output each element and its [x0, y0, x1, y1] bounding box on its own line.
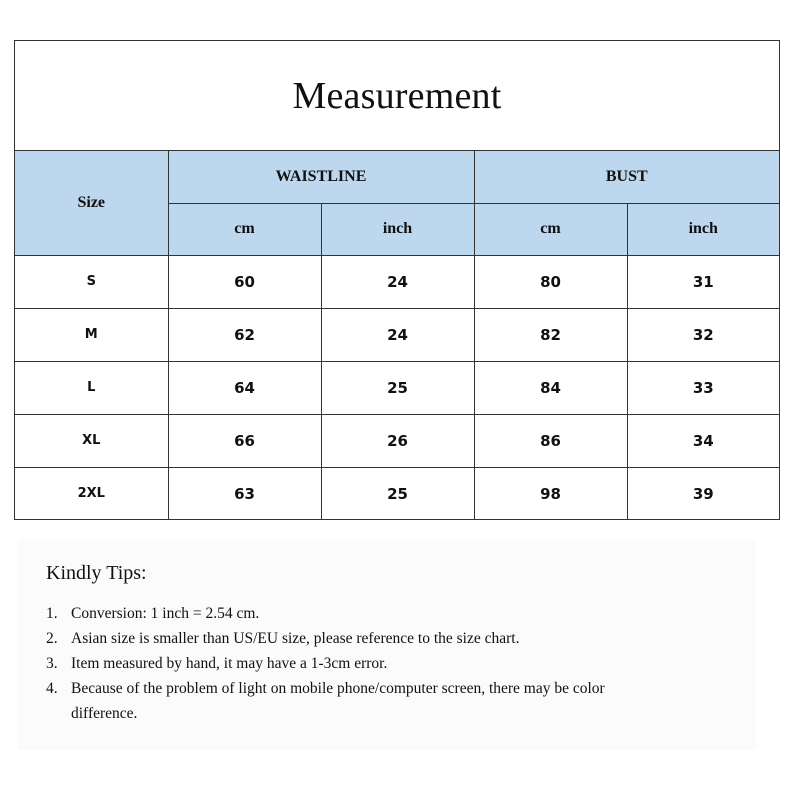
bust-cm-cell: 82: [474, 308, 627, 361]
bust-cm-cell: 98: [474, 467, 627, 520]
title-row: [15, 41, 779, 151]
list-item-text: Because of the problem of light on mobile phone/computer screen, there may be color difference.: [71, 680, 605, 722]
bust-header: BUST: [474, 151, 779, 203]
waistline-cm-cell: 64: [168, 361, 321, 414]
waistline-inch-cell: 25: [321, 467, 474, 520]
waistline-inch-cell: 26: [321, 414, 474, 467]
tips-heading: Kindly Tips:: [46, 562, 147, 584]
waistline-inch-cell: 24: [321, 255, 474, 308]
bust-inch-cell: 34: [627, 414, 779, 467]
tips-list: [46, 601, 756, 726]
size-cell: M: [15, 308, 168, 361]
list-item-number: 1.: [46, 605, 58, 622]
bust-inch-cell: 32: [627, 308, 779, 361]
waistline-inch-cell: 25: [321, 361, 474, 414]
list-item: [46, 651, 756, 676]
table-row: [15, 414, 779, 467]
size-cell: 2XL: [15, 467, 168, 520]
list-item-text: Conversion: 1 inch = 2.54 cm.: [71, 605, 260, 622]
waistline-inch-cell: 24: [321, 308, 474, 361]
list-item-text: Asian size is smaller than US/EU size, please reference to the size chart.: [71, 630, 520, 647]
waistline-cm-cell: 62: [168, 308, 321, 361]
waistline-cm-header: cm: [168, 203, 321, 255]
size-chart: [14, 40, 780, 520]
table-row: [15, 361, 779, 414]
list-item-number: 3.: [46, 655, 58, 672]
list-item: [46, 626, 756, 651]
size-cell: XL: [15, 414, 168, 467]
bust-inch-header: inch: [627, 203, 779, 255]
waistline-cm-cell: 63: [168, 467, 321, 520]
list-item: [46, 601, 756, 626]
bust-cm-cell: 80: [474, 255, 627, 308]
size-header: Size: [15, 151, 168, 255]
waistline-cm-cell: 66: [168, 414, 321, 467]
waistline-header: WAISTLINE: [168, 151, 474, 203]
size-cell: L: [15, 361, 168, 414]
page-title: Measurement: [292, 74, 502, 117]
list-item-number: 4.: [46, 680, 58, 697]
group-header-row: [15, 151, 779, 203]
table-row: [15, 308, 779, 361]
table-row: [15, 467, 779, 520]
kindly-tips: [18, 540, 756, 750]
waistline-inch-header: inch: [321, 203, 474, 255]
bust-cm-cell: 84: [474, 361, 627, 414]
bust-inch-cell: 33: [627, 361, 779, 414]
list-item-text: Item measured by hand, it may have a 1-3cm error.: [71, 655, 388, 672]
list-item-number: 2.: [46, 630, 58, 647]
bust-inch-cell: 39: [627, 467, 779, 520]
measurement-table: [15, 151, 779, 520]
waistline-cm-cell: 60: [168, 255, 321, 308]
list-item: [46, 676, 756, 726]
table-row: [15, 255, 779, 308]
bust-inch-cell: 31: [627, 255, 779, 308]
bust-cm-header: cm: [474, 203, 627, 255]
size-cell: S: [15, 255, 168, 308]
bust-cm-cell: 86: [474, 414, 627, 467]
